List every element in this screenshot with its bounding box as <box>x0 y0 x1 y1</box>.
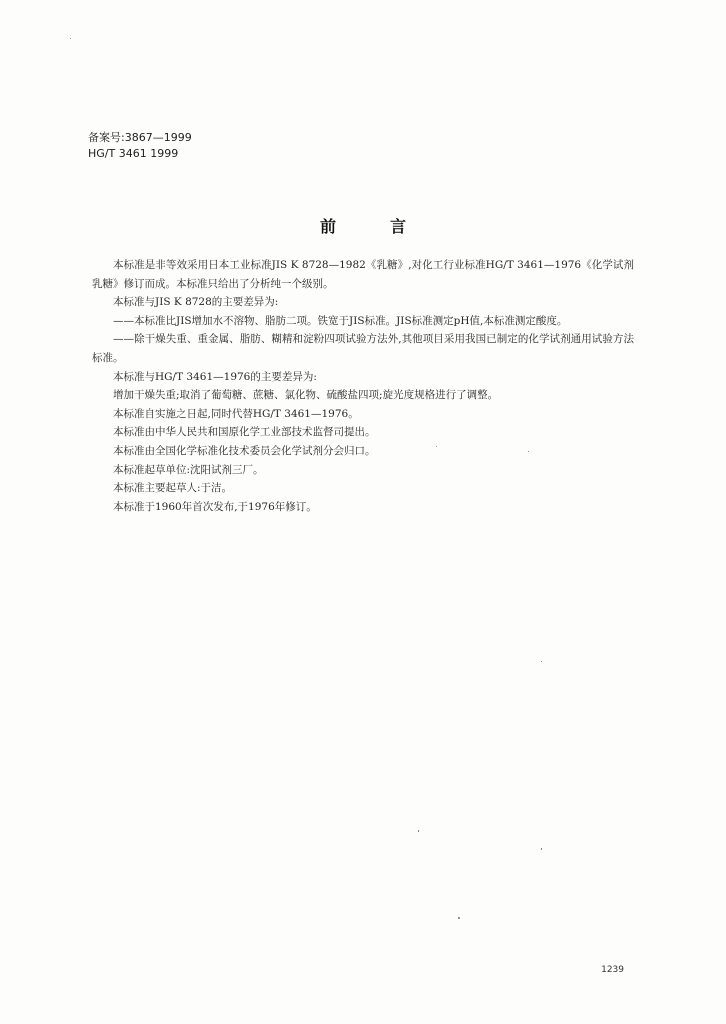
scan-speck <box>436 446 437 447</box>
foreword-body <box>92 256 634 516</box>
paragraph-jis-difference-1: ——本标准比JIS增加水不溶物、脂肪二项。铁宽于JIS标准。JIS标准测定pH值,本标准测定酸度。 <box>113 314 568 327</box>
scan-speck <box>541 848 542 850</box>
paragraph-drafting-unit: 本标准起草单位:沈阳试剂三厂。 <box>113 463 264 476</box>
scan-speck <box>418 830 419 832</box>
paragraph-history: 本标准于1960年首次发布,于1976年修订。 <box>113 500 317 513</box>
paragraph-jis-difference-2: ——除干燥失重、重金属、脂肪、糊精和淀粉四项试验方法外,其他项目采用我国已制定的化学试剂通用试验方法标准。 <box>92 333 634 364</box>
paragraph-replacement: 本标准自实施之日起,同时代替HG/T 3461—1976。 <box>113 407 359 420</box>
scan-speck <box>70 38 71 39</box>
scan-speck <box>528 451 529 452</box>
page-number: 1239 <box>601 965 624 975</box>
paragraph-jis-differences-heading: 本标准与JIS K 8728的主要差异为: <box>113 296 279 309</box>
standard-code: HG/T 3461 1999 <box>88 147 179 160</box>
page-title: 前言 <box>319 217 460 236</box>
scan-speck <box>458 917 460 919</box>
paragraph-adoption: 本标准是非等效采用日本工业标准JIS K 8728—1982《乳糖》,对化工行业标准HG/T 3461—1976《化学试剂 乳糖》修订而成。本标准只给出了分析纯一个级别。 <box>92 259 634 290</box>
paragraph-proposer: 本标准由中华人民共和国原化学工业部技术监督司提出。 <box>113 426 376 439</box>
paragraph-responsible-body: 本标准由全国化学标准化技术委员会化学试剂分会归口。 <box>113 444 376 457</box>
record-number: 备案号:3867—1999 <box>88 131 192 144</box>
paragraph-drafters: 本标准主要起草人:于洁。 <box>113 482 233 495</box>
scan-speck <box>541 661 542 662</box>
paragraph-hg-differences-heading: 本标准与HG/T 3461—1976的主要差异为: <box>113 370 317 383</box>
paragraph-hg-differences: 增加干燥失重;取消了葡萄糖、蔗糖、氯化物、硫酸盐四项;旋光度规格进行了调整。 <box>113 389 499 402</box>
document-header <box>88 130 192 162</box>
